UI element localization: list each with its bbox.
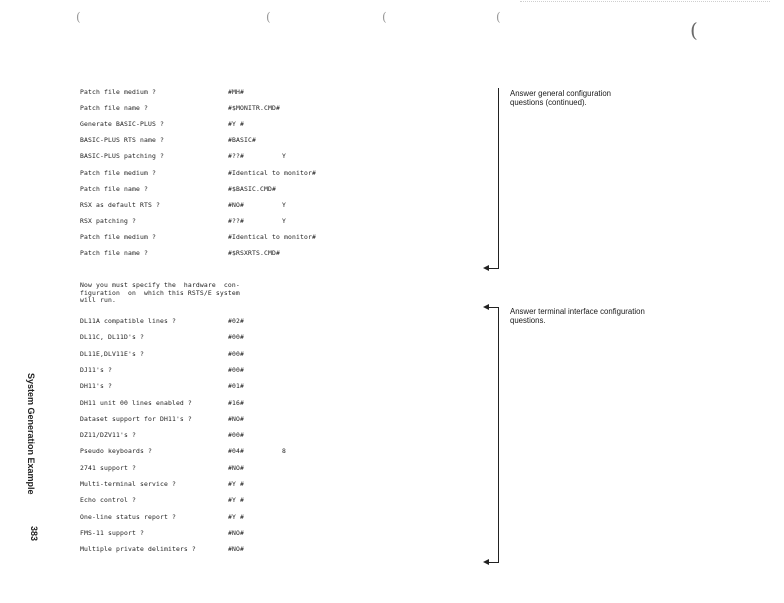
annotation-text: Answer general configuration questions (continued).	[510, 89, 611, 108]
scan-mark: (	[76, 10, 81, 24]
question-text: Patch file name ?	[80, 249, 148, 257]
question-text: DH11's ?	[80, 382, 112, 391]
user-response: Y	[282, 200, 286, 209]
scan-mark: (	[690, 18, 698, 42]
bracket-line	[498, 307, 499, 562]
arrow-left-icon	[483, 559, 489, 565]
user-response: Y	[282, 216, 286, 225]
default-answer: #??#	[228, 152, 244, 161]
default-answer: #NO#	[228, 414, 244, 423]
question-text: Patch file medium ?	[80, 168, 156, 177]
question-text: One-line status report ?	[80, 512, 176, 521]
question-text: Dataset support for DH11's ?	[80, 414, 192, 423]
page-number: 383	[29, 526, 39, 542]
question-text: Pseudo keyboards ?	[80, 447, 152, 456]
question-text: RSX as default RTS ?	[80, 200, 160, 209]
question-text: DZ11/DZV11's ?	[80, 431, 136, 440]
bracket-line	[498, 88, 499, 268]
annotation-text: Answer terminal interface configuration questions.	[510, 307, 645, 326]
question-text: DL11A compatible lines ?	[80, 317, 176, 325]
question-text: DH11 unit 00 lines enabled ?	[80, 398, 192, 407]
default-answer: #$MONITR.CMD#	[228, 104, 280, 113]
annotation-terminal-config	[510, 307, 645, 325]
default-answer: #BASIC#	[228, 136, 256, 145]
default-answer: #NO#	[228, 200, 244, 209]
default-answer: #02#	[228, 317, 244, 325]
bracket-arrow-tick	[488, 268, 499, 269]
default-answer: #Y #	[228, 496, 244, 505]
question-text: Generate BASIC-PLUS ?	[80, 120, 164, 129]
default-answer: #NO#	[228, 545, 244, 554]
default-answer: #$BASIC.CMD#	[228, 184, 276, 193]
question-text: Patch file name ?	[80, 184, 148, 193]
default-answer: #MH#	[228, 88, 244, 96]
default-answer: #NO#	[228, 528, 244, 537]
default-answer: #00#	[228, 333, 244, 342]
question-text: DJ11's ?	[80, 365, 112, 374]
question-text: BASIC-PLUS RTS name ?	[80, 136, 164, 145]
default-answer: #Y #	[228, 480, 244, 488]
annotation-general-config	[510, 89, 611, 107]
question-text: 2741 support ?	[80, 463, 136, 472]
question-text: BASIC-PLUS patching ?	[80, 152, 164, 161]
question-text: Patch file medium ?	[80, 88, 156, 96]
question-text: Patch file medium ?	[80, 232, 156, 241]
user-response: 8	[282, 447, 286, 456]
default-answer: #??#	[228, 216, 244, 225]
question-text: FMS-11 support ?	[80, 528, 144, 537]
arrow-left-icon	[483, 265, 489, 271]
question-text: DL11E,DLV11E's ?	[80, 349, 144, 358]
bracket-arrow-tick	[488, 562, 499, 563]
question-text: Echo control ?	[80, 496, 136, 505]
default-answer: #00#	[228, 349, 244, 358]
question-text: Multiple private delimiters ?	[80, 545, 196, 554]
default-answer: #Identical to monitor#	[228, 168, 316, 177]
question-text: Multi-terminal service ?	[80, 480, 176, 488]
question-text: Patch file name ?	[80, 104, 148, 113]
default-answer: #Y #	[228, 120, 244, 129]
default-answer: #Y #	[228, 512, 244, 521]
scan-mark: (	[382, 10, 387, 24]
question-text: RSX patching ?	[80, 216, 136, 225]
scan-mark: (	[496, 10, 501, 24]
default-answer: #00#	[228, 365, 244, 374]
user-response: Y	[282, 152, 286, 161]
default-answer: #00#	[228, 431, 244, 440]
default-answer: #16#	[228, 398, 244, 407]
scan-mark: (	[266, 10, 271, 24]
default-answer: #01#	[228, 382, 244, 391]
default-answer: #NO#	[228, 463, 244, 472]
default-answer: #$RSXRTS.CMD#	[228, 249, 280, 257]
default-answer: #04#	[228, 447, 244, 456]
side-section-title: System Generation Example	[26, 373, 36, 495]
default-answer: #Identical to monitor#	[228, 232, 316, 241]
arrow-left-icon	[483, 304, 489, 310]
question-text: DL11C, DL11D's ?	[80, 333, 144, 342]
hardware-intro-paragraph: Now you must specify the hardware con- figuration on which this RSTS/E system will run.	[80, 281, 240, 304]
scan-edge-line	[520, 1, 770, 2]
